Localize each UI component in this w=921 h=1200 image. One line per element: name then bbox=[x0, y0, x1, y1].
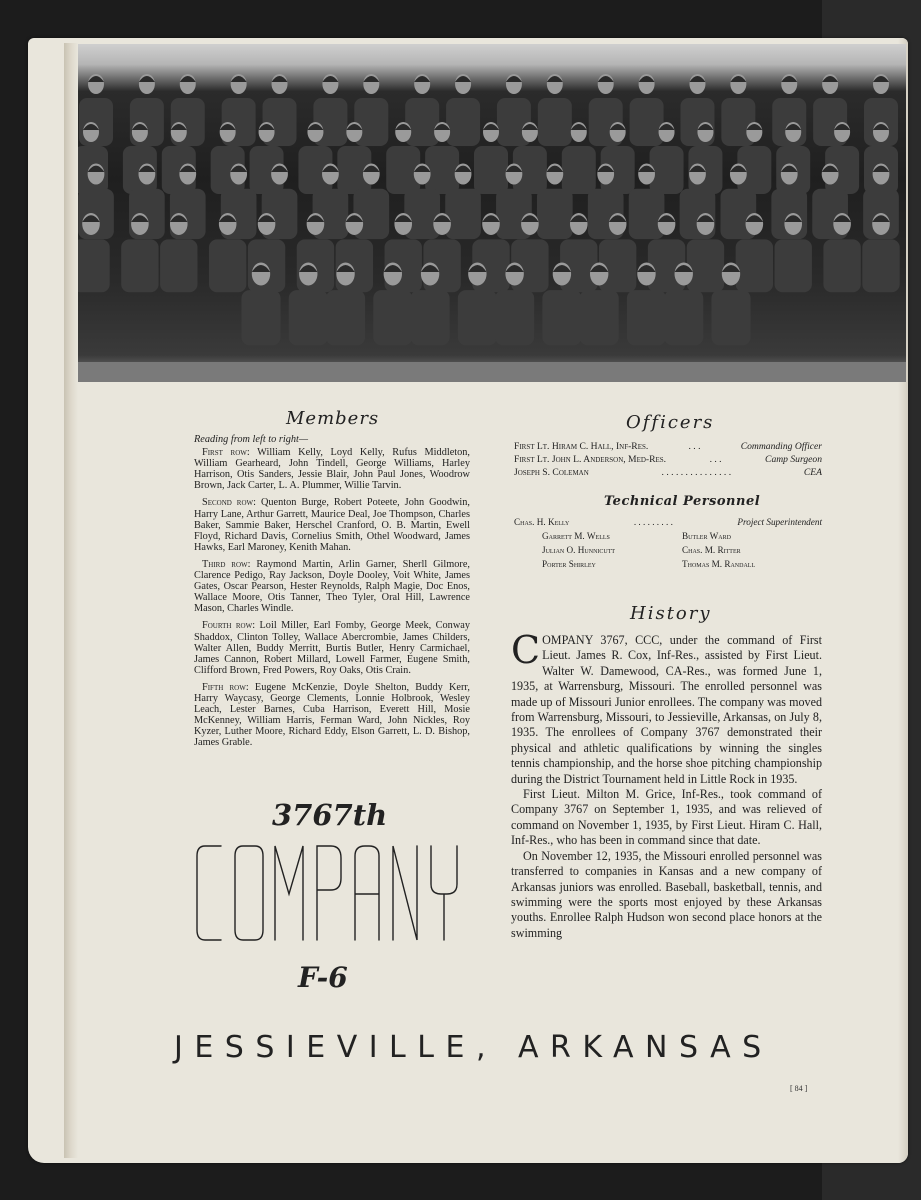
staff-name: Garrett M. Wells bbox=[542, 531, 610, 541]
members-title: Members bbox=[286, 408, 380, 429]
group-photo-figures bbox=[78, 44, 906, 382]
history-paragraph: COMPANY 3767, CCC, under the command of First Lieut. James R. Cox, Inf-Res., assisted by First Lieut. Walter W. Damewood, CA-Res., was formed June 1, 1935, at Warrensburg, Missouri. The enrolled personnel was made up of Missouri Junior enrollees. The company was moved from Warrensburg, Missouri, to Jessieville, Arkansas, on July 8, 1935. The enrollees of Company 3767 demonstrated their physical and athletic qualifications by winning the singles tennis championship, and the horse shoe pitching championship during the District Tournament held in Little Rock in 1935. bbox=[511, 628, 822, 786]
officer-row: First Lt. John L. Anderson, Med-Res. . . . Camp Surgeon bbox=[514, 453, 822, 465]
staff-name: Porter Shirley bbox=[542, 559, 596, 569]
staff-name: Chas. M. Ritter bbox=[682, 545, 741, 555]
company-number: 3767th bbox=[272, 798, 388, 832]
person-figure bbox=[630, 74, 664, 146]
location-heading: JESSIEVILLE, ARKANSAS bbox=[174, 1030, 773, 1065]
yearbook-page bbox=[28, 38, 908, 1163]
company-unit: F-6 bbox=[298, 961, 348, 994]
history-paragraph: First Lieut. Milton M. Grice, Inf-Res., took command of Company 3767 on September 1, 1935, and was relieved of command on November 1, 1935, by First Lieut. Hiram C. Hall, Inf-Res., who has been in command since that date. bbox=[511, 787, 822, 848]
member-row-4: Fourth row: Loil Miller, Earl Fomby, George Meek, Conway Shaddox, Clinton Tolley, Wallace Abercrombie, James Childers, Walter Allen, Buddy Merritt, Burtis Butler, Henry Carmichael, James Cannon, Robert Millard, Lowell Farmer, Eugene Smith, Clifford Brown, Fred Powers, Roy Oaks, Otis Crain. bbox=[194, 620, 470, 676]
technical-list bbox=[514, 515, 822, 571]
officers-list bbox=[514, 441, 822, 479]
member-row-3: Third row: Raymond Martin, Arlin Garner, Sherll Gilmore, Clarence Pedigo, Ray Jackson, Doyle Dooley, Voit White, James Gates, Oscar Pearson, Hester Reynolds, Ralph Magie, Doc Enos, Wallace Moore, Otis Tanner, Theo Tyler, Oral Hill, Lawrence Mason, Charles Windle. bbox=[194, 558, 470, 615]
page-gutter bbox=[64, 43, 78, 1158]
staff-name: Butler Ward bbox=[682, 531, 731, 541]
member-row-2: Second row: Quenton Burge, Robert Poteete, John Goodwin, Harry Lane, Arthur Garrett, Maurice Deal, Joe Thompson, Charles Baker, Sammie Baker, Herschel Cranford, O. B. Martin, Ewell Floyd, Richard Davis, Cornelius Smith, Othel Woodward, James Hawks, Earl Maroney, Kenith Mahan. bbox=[194, 497, 470, 553]
technical-staff-grid bbox=[542, 529, 822, 571]
members-list bbox=[194, 434, 470, 754]
photo-floor bbox=[78, 362, 906, 382]
history-text bbox=[511, 628, 822, 941]
officer-row: Joseph S. Coleman . . . . . . . . . . . . . . . CEA bbox=[514, 466, 822, 478]
company-lettering bbox=[191, 838, 471, 948]
person-figure bbox=[446, 74, 480, 146]
company-heading bbox=[191, 838, 471, 948]
technical-lead-row: Chas. H. Kelly . . . . . . . . . Project Superintendent bbox=[514, 517, 822, 527]
history-title: History bbox=[630, 603, 712, 624]
officer-row: First Lt. Hiram C. Hall, Inf-Res. . . . Commanding Officer bbox=[514, 441, 822, 452]
staff-name: Thomas M. Randall bbox=[682, 559, 756, 569]
page-number: [ 84 ] bbox=[790, 1084, 808, 1093]
technical-title: Technical Personnel bbox=[604, 494, 761, 509]
drop-cap: C bbox=[511, 628, 541, 672]
person-figure bbox=[538, 74, 572, 146]
history-paragraph: On November 12, 1935, the Missouri enrolled personnel was transferred to companies in Kansas and a new company of Arkansas juniors was enrolled. Baseball, basketball, tennis, and swimming were the sports most enjoyed by these Arkansas youths. Enrollee Ralph Hudson won second place honors at the swimming bbox=[511, 848, 822, 940]
member-row-1: First row: William Kelly, Loyd Kelly, Rufus Middleton, William Gearheard, John Tindell, George Williams, Harley Harrison, Otis Sanders, Jessie Blair, John Paul Jones, Woodrow Brown, Jack Carter, L. A. Plummer, Willie Tarvin. bbox=[194, 447, 471, 492]
staff-name: Julian O. Hunnicutt bbox=[542, 545, 616, 555]
reading-note: Reading from left to right— bbox=[194, 434, 309, 445]
member-row-5: Fifth row: Eugene McKenzie, Doyle Shelton, Buddy Kerr, Harry Waycasy, George Clements, Lonnie Holbrook, Wesley Leach, Lester Barnes, Cuba Harrison, Everett Hill, Mosie McKenney, William Harris, Ferman Ward, John Nickles, Roy Kyzer, Luther Moore, Richard Eddy, Elson Garrett, L. D. Bishop, James Grable. bbox=[194, 681, 470, 749]
group-photo bbox=[78, 44, 906, 382]
officers-title: Officers bbox=[626, 412, 715, 433]
